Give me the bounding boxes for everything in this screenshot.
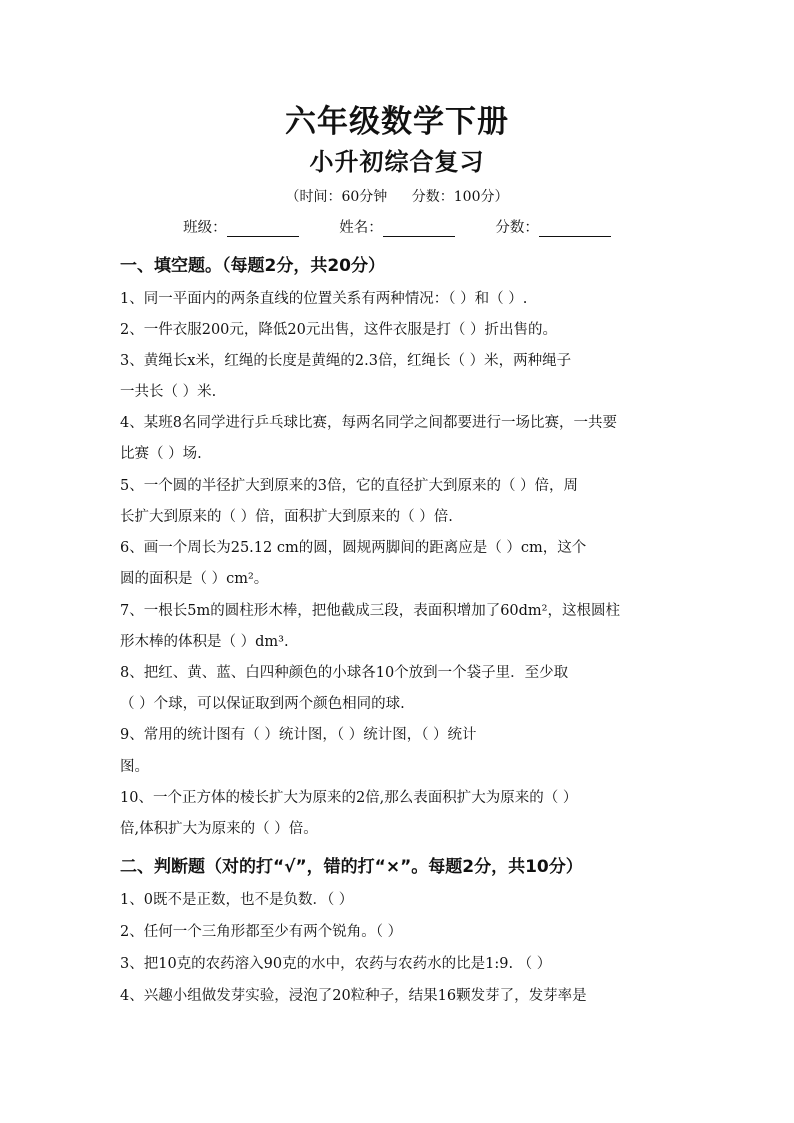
name-field [339,216,455,237]
class-label: 班级： [183,220,227,236]
name-label: 姓名： [339,220,383,236]
class-blank[interactable] [227,222,299,237]
question-line: 形木棒的体积是（ ）dm³. [120,634,289,650]
question-line: 4、某班8名同学进行乒乓球比赛，每两名同学之间都要进行一场比赛，一共要 [120,415,617,431]
question-line: 10、一个正方体的棱长扩大为原来的2倍,那么表面积扩大为原来的（ ） [120,790,578,806]
time-limit: （时间：60分钟 [285,189,388,205]
exam-meta [0,186,794,206]
question-line: 长扩大到原来的（ ）倍，面积扩大到原来的（ ）倍. [120,509,453,525]
score-blank[interactable] [539,222,611,237]
question-line: 2、任何一个三角形都至少有两个锐角。（ ） [120,924,403,940]
question-line: 9、常用的统计图有（ ）统计图，（ ）统计图，（ ）统计 [120,727,477,743]
question-line: 比赛（ ）场. [120,446,202,462]
question-line: 1、0既不是正数，也不是负数．（ ） [120,892,354,908]
question-line: 8、把红、黄、蓝、白四种颜色的小球各10个放到一个袋子里．至少取 [120,665,569,681]
question-line: 3、黄绳长x米，红绳的长度是黄绳的2.3倍，红绳长（ ）米，两种绳子 [120,353,572,369]
total-score: 分数：100分） [411,189,509,205]
question-line: 1、同一平面内的两条直线的位置关系有两种情况：（ ）和（ ）. [120,291,528,307]
section2-heading: 二、判断题（对的打“√”，错的打“×”。每题2分，共10分） [120,857,583,877]
question-line: 一共长（ ）米. [120,384,217,400]
student-info [0,216,794,237]
question-line: 倍,体积扩大为原来的（ ）倍。 [120,821,318,837]
question-line: 圆的面积是（ ）cm²。 [120,571,269,587]
score-field [495,216,611,237]
page-title: 六年级数学下册 [285,104,509,140]
page-subtitle: 小升初综合复习 [309,148,485,176]
score-label: 分数： [495,220,539,236]
question-line: 2、一件衣服200元，降低20元出售，这件衣服是打（ ）折出售的。 [120,322,557,338]
section1-heading: 一、填空题。（每题2分，共20分） [120,256,385,276]
question-line: 5、一个圆的半径扩大到原来的3倍，它的直径扩大到原来的（ ）倍，周 [120,478,579,494]
class-field [183,216,299,237]
question-line: （ ）个球，可以保证取到两个颜色相同的球. [120,696,405,712]
question-line: 图。 [120,759,149,775]
name-blank[interactable] [383,222,455,237]
question-line: 7、一根长5m的圆柱形木棒，把他截成三段，表面积增加了60dm²，这根圆柱 [120,603,620,619]
question-line: 4、兴趣小组做发芽实验，浸泡了20粒种子，结果16颗发芽了，发芽率是 [120,988,587,1004]
question-line: 3、把10克的农药溶入90克的水中，农药与农药水的比是1:9. （ ） [120,956,552,972]
question-line: 6、画一个周长为25.12 cm的圆，圆规两脚间的距离应是（ ）cm，这个 [120,540,587,556]
